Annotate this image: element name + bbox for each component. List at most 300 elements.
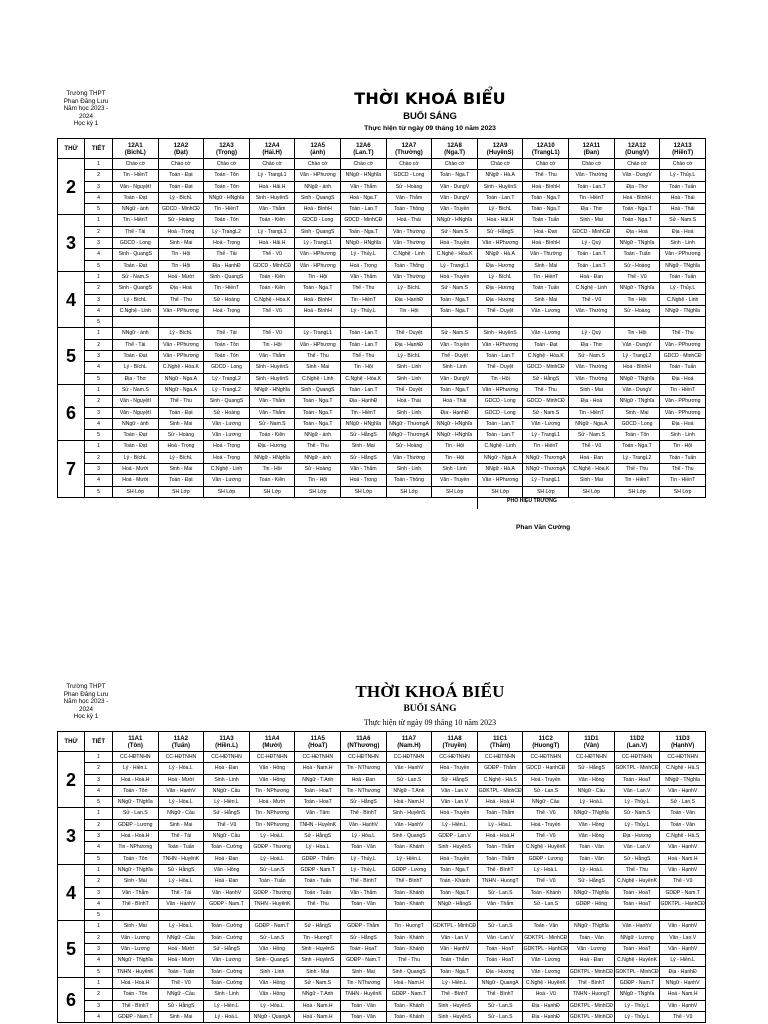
subject-cell: GDCD - Long: [477, 396, 523, 407]
subject-cell: GDCD - MinhCĐ: [660, 351, 706, 362]
subject-cell: Tin - HiềnT: [204, 283, 250, 294]
subject-cell: Hoá - BìnhH: [614, 192, 660, 203]
class-name: 11A3: [219, 734, 234, 742]
subject-cell: Lý - Thủy.L: [341, 853, 387, 864]
subject-cell: GDĐP - Lương: [113, 819, 159, 830]
period-cell: 3: [85, 774, 113, 785]
subject-cell: SH Lớp: [477, 486, 523, 497]
subject-cell: Tin - Hội: [432, 452, 478, 463]
subject-cell: TNHN - HuongT: [569, 989, 615, 1000]
subject-cell: Tin - HiềnT: [614, 475, 660, 486]
subject-cell: Chào cờ: [523, 159, 569, 170]
period-cell: 5: [85, 486, 113, 497]
subject-cell: Sử - HằngS: [295, 831, 341, 842]
class-name: 11A6: [356, 734, 371, 742]
subject-cell: Sử - Lan.S: [523, 898, 569, 909]
subject-cell: Lý - BíchL: [113, 452, 159, 463]
subject-cell: Sinh - Mai: [295, 966, 341, 977]
period-cell: 1: [85, 977, 113, 988]
header-period: TIẾT: [85, 139, 113, 159]
subject-cell: Tin - Hội: [614, 328, 660, 339]
subject-cell: Sử - Nam.S: [295, 977, 341, 988]
class-name: 11A1: [128, 734, 143, 742]
subject-cell: Toán - Khánh: [386, 1011, 432, 1022]
subject-cell: GDKTPL - MinhCĐ: [614, 966, 660, 977]
subject-cell: Sử - HằngS: [295, 921, 341, 932]
class-name: 12A13: [673, 141, 692, 149]
period-cell: 5: [85, 317, 113, 328]
subject-cell: Toán - Lan.T: [569, 260, 615, 271]
homeroom-teacher: (Hải.H): [262, 148, 282, 156]
table-row: [58, 441, 706, 452]
subject-cell: Lý - TrangL1: [249, 226, 295, 237]
subject-cell: Chào cờ: [432, 159, 478, 170]
subject-cell: GDKTPL - MinhCĐ: [432, 921, 478, 932]
subject-cell: Thể - Thu: [295, 351, 341, 362]
period-cell: 3: [85, 238, 113, 249]
subject-cell: SH Lớp: [432, 486, 478, 497]
subject-cell: Văn - Truyền: [432, 204, 478, 215]
table-row: [58, 944, 706, 955]
subject-cell: Lý - Hiền.L: [432, 977, 478, 988]
subject-cell: Chào cờ: [477, 159, 523, 170]
subject-cell: Văn - Thường: [569, 170, 615, 181]
subject-cell: Văn - HạnhV: [660, 842, 706, 853]
subject-cell: Lý - Thủy.L: [341, 864, 387, 875]
subject-cell: Tin - HiềnT: [113, 215, 159, 226]
subject-cell: GDCD - MinhCĐ: [523, 396, 569, 407]
subject-cell: Tin - Hội: [341, 362, 387, 373]
subject-cell: Lý - Hoà.L: [249, 853, 295, 864]
subject-cell: Lý - Hòa.L: [158, 921, 204, 932]
subject-cell: Văn - Hồng: [204, 864, 250, 875]
subject-cell: Hoá - Mười: [249, 797, 295, 808]
subject-cell: Tin - NThương: [341, 785, 387, 796]
subject-cell: NNgữ - ThươngA: [386, 418, 432, 429]
subject-cell: Tin - NPhương: [113, 842, 159, 853]
subject-cell: Toán - Cường: [204, 932, 250, 943]
subject-cell: Sử - Lan.S: [477, 1000, 523, 1011]
subject-cell: Toán - Nga.T: [523, 192, 569, 203]
subject-cell: Thể - Vũ: [523, 831, 569, 842]
subject-cell: Văn - HPhương: [477, 475, 523, 486]
table-row: [58, 215, 706, 226]
subject-cell: GDĐP - Lương: [523, 853, 569, 864]
subject-cell: Địa - Thơ: [569, 204, 615, 215]
subject-cell: Sử - HằngS: [477, 226, 523, 237]
subject-cell: C.Nghệ - Hòa.K: [523, 351, 569, 362]
class-header: [477, 732, 523, 752]
subject-cell: Lý - Thủy.L: [341, 305, 387, 316]
subject-cell: SH Lớp: [341, 486, 387, 497]
subject-cell: Văn - Thường: [569, 373, 615, 384]
subject-cell: Sinh - HuyênS: [432, 1000, 478, 1011]
subject-cell: Sử - HằngS: [204, 808, 250, 819]
table-row: [58, 887, 706, 898]
subject-cell: Hoá - BìnhH: [523, 181, 569, 192]
subject-cell: [204, 317, 250, 328]
subject-cell: Văn - PPhương: [660, 407, 706, 418]
subject-cell: GDĐP - Nam.T: [614, 977, 660, 988]
subject-cell: Văn - DungV: [614, 384, 660, 395]
homeroom-teacher: (Thắm): [490, 741, 511, 749]
subject-cell: C.Nghệ - Linh: [569, 283, 615, 294]
subject-cell: [295, 910, 341, 921]
subject-cell: Toán - Cường: [204, 966, 250, 977]
subject-cell: Hoá - Đan: [204, 763, 250, 774]
subject-cell: Lý - Hoà.L: [569, 797, 615, 808]
subject-cell: Thể - BìnhT: [113, 1000, 159, 1011]
subject-cell: NNgữ - HNghĩa: [432, 430, 478, 441]
subject-cell: Lý - TrangL1: [295, 328, 341, 339]
subject-cell: CC-HĐTNHN: [432, 752, 478, 763]
subject-cell: Văn - Thắm: [113, 887, 159, 898]
subject-cell: NNgữ - HNghĩa: [249, 384, 295, 395]
subject-cell: Hoá - Trọng: [204, 238, 250, 249]
subject-cell: Toán - Vân: [660, 808, 706, 819]
subject-cell: Thể - Vũ: [660, 876, 706, 887]
table-row: [58, 339, 706, 350]
subject-cell: Thể - Thu: [295, 898, 341, 909]
subject-cell: Thể - BìnhT: [386, 876, 432, 887]
subject-cell: Văn - HạnhV: [614, 921, 660, 932]
subject-cell: C.Nghệ - Linh: [386, 249, 432, 260]
table-row: [58, 898, 706, 909]
subject-cell: Sinh - Mai: [295, 362, 341, 373]
subject-cell: C.Nghệ - Hòa.K: [432, 249, 478, 260]
subject-cell: Thể - Thu: [158, 396, 204, 407]
period-cell: 5: [85, 204, 113, 215]
subject-cell: Hoá - Trọng: [158, 441, 204, 452]
subject-cell: Sử - HằngS: [341, 932, 387, 943]
subject-cell: Hoá - Truyền: [523, 819, 569, 830]
subject-cell: Toán - Tôn: [204, 215, 250, 226]
subject-cell: GDĐP - Thắm: [295, 853, 341, 864]
subject-cell: Chào cờ: [614, 159, 660, 170]
subject-cell: TNHN - HuyênK: [249, 898, 295, 909]
period-cell: 2: [85, 763, 113, 774]
table-row: [58, 317, 706, 328]
timetable-grade11-sheet: [0, 680, 768, 1024]
subject-cell: GDKTPL - MinhCĐ: [523, 932, 569, 943]
subject-cell: Sử - Hoàng: [295, 464, 341, 475]
subject-cell: Hoá - Hải.H: [249, 238, 295, 249]
subject-cell: Sinh - QuangS: [295, 192, 341, 203]
subject-cell: Toán - Tuấn: [523, 215, 569, 226]
period-cell: 2: [85, 932, 113, 943]
subject-cell: Lý - TrangL2: [614, 452, 660, 463]
homeroom-teacher: (BichL): [124, 148, 146, 156]
subject-cell: C.Nghệ - Hà.S: [477, 774, 523, 785]
subject-cell: Hoá - Hoà.H: [477, 797, 523, 808]
subject-cell: NNgữ - Cầu: [523, 797, 569, 808]
subject-cell: Thể - Vũ: [249, 305, 295, 316]
subject-cell: Sử - Nam.S: [614, 808, 660, 819]
subject-cell: Văn - Truyền: [432, 475, 478, 486]
subject-cell: Sử - Hoàng: [204, 407, 250, 418]
subject-cell: Hoá - Mười: [113, 475, 159, 486]
subject-cell: Văn - NguyệtI: [113, 396, 159, 407]
subject-cell: Sinh - Mai: [341, 966, 387, 977]
subject-cell: SH Lớp: [569, 486, 615, 497]
subject-cell: Toán - Lan.T: [569, 181, 615, 192]
subject-cell: Hoá - Mười: [158, 271, 204, 282]
subject-cell: Toán - Tuấn: [158, 842, 204, 853]
subject-cell: Văn - DungV: [614, 339, 660, 350]
subject-cell: Tin - Hội: [386, 305, 432, 316]
homeroom-teacher: (ánh): [310, 148, 326, 156]
subject-cell: Sinh - Mai: [158, 819, 204, 830]
period-cell: 3: [85, 1000, 113, 1011]
subject-cell: Văn - Lan.V: [614, 842, 660, 853]
subject-cell: Toán - Vân: [660, 819, 706, 830]
subject-cell: [432, 317, 478, 328]
class-name: 12A1: [128, 141, 143, 149]
subject-cell: Lý - TrangL1: [432, 260, 478, 271]
table-row: [58, 226, 706, 237]
subject-cell: NNgữ - ánh: [295, 452, 341, 463]
subject-cell: GDĐP - Nam.T: [660, 887, 706, 898]
subject-cell: GDKTPL - HạnhCĐ: [660, 898, 706, 909]
table-row: [58, 763, 706, 774]
subject-cell: NNgữ - HNghĩa: [249, 452, 295, 463]
table-row: [58, 475, 706, 486]
subject-cell: Toán - Khánh: [386, 944, 432, 955]
subject-cell: Văn - HạnhV: [660, 921, 706, 932]
subject-cell: NNgữ - TNghĩa: [614, 238, 660, 249]
subject-cell: CC-HĐTNHN: [204, 752, 250, 763]
subject-cell: Hoá - Đan: [341, 774, 387, 785]
subject-cell: Toán - Cường: [204, 842, 250, 853]
subject-cell: Văn - PPhương: [660, 396, 706, 407]
subject-cell: Chào cờ: [660, 159, 706, 170]
period-cell: 2: [85, 452, 113, 463]
school-line: Học kỳ 1: [73, 120, 99, 128]
subject-cell: GDĐP - Nam.T: [249, 921, 295, 932]
table-row: [58, 238, 706, 249]
subject-cell: Sinh - Mai: [158, 238, 204, 249]
subject-cell: SH Lớp: [204, 486, 250, 497]
subject-cell: NNgữ - HNghĩa: [341, 238, 387, 249]
table-row: [58, 351, 706, 362]
subject-cell: NNgữ - Hà.A: [477, 464, 523, 475]
table-row: [58, 797, 706, 808]
subject-cell: Hoá - Thái: [386, 396, 432, 407]
subject-cell: Tin - HiềnT: [660, 384, 706, 395]
subject-cell: Hoá - Hoà.H: [113, 774, 159, 785]
subject-cell: NNgữ - Nga.A: [158, 384, 204, 395]
day-cell: 3: [58, 808, 85, 864]
subject-cell: Sử - HằngS: [523, 373, 569, 384]
subject-cell: Toán - Tuấn: [523, 283, 569, 294]
table-row: [58, 418, 706, 429]
subject-cell: Sử - Hoàng: [614, 260, 660, 271]
subject-cell: [523, 317, 569, 328]
subject-cell: Hoá - Hoà.H: [113, 831, 159, 842]
subject-cell: Thể - Duyệt: [386, 328, 432, 339]
subject-cell: Địa - Hương: [477, 294, 523, 305]
subject-cell: Thể - BìnhT: [477, 864, 523, 875]
class-header: [341, 139, 387, 159]
subject-cell: Lý - Hòa.L: [158, 876, 204, 887]
subject-cell: Hoá - Truyền: [432, 238, 478, 249]
subject-cell: Văn - HạnhV: [432, 944, 478, 955]
period-cell: 2: [85, 170, 113, 181]
subject-cell: Lý - BíchL: [477, 271, 523, 282]
subject-cell: Chào cờ: [249, 159, 295, 170]
subject-cell: Văn - Thắm: [341, 464, 387, 475]
subject-cell: Sử - HằngS: [569, 763, 615, 774]
subject-cell: Toán - Tuấn: [295, 887, 341, 898]
subject-cell: Sử - HằngS: [341, 797, 387, 808]
subject-cell: Tin - Hội: [158, 260, 204, 271]
subject-cell: Lý - Hòa.L: [158, 797, 204, 808]
subject-cell: Sinh - Mai: [113, 921, 159, 932]
school-line: Trường THPT: [66, 90, 106, 97]
subject-cell: GDĐP - Thắm: [477, 763, 523, 774]
subject-cell: Địa - HạnhĐ: [386, 339, 432, 350]
subject-cell: NNgữ - QuangA: [477, 977, 523, 988]
subject-cell: Hoá - Thái: [432, 396, 478, 407]
subject-cell: Văn - HPhương: [295, 249, 341, 260]
subject-cell: Thể - BìnhT: [477, 989, 523, 1000]
period-cell: 4: [85, 955, 113, 966]
subject-cell: GDĐP - Lương: [386, 864, 432, 875]
subject-cell: Hoá - Trọng: [204, 305, 250, 316]
subject-cell: Sinh - Mai: [158, 418, 204, 429]
subject-cell: GDKTPL - MinhCĐ: [614, 763, 660, 774]
subject-cell: Sử - HằngS: [432, 774, 478, 785]
subject-cell: Sinh - Linh: [432, 362, 478, 373]
subject-cell: Toán - Khánh: [386, 932, 432, 943]
subject-cell: Thể - Thu: [341, 351, 387, 362]
table-row: [58, 430, 706, 441]
subject-cell: CC-HĐTNHN: [113, 752, 159, 763]
table-header-row: [58, 139, 706, 159]
subject-cell: Lý - Thủy.L: [614, 797, 660, 808]
day-cell: 4: [58, 864, 85, 920]
subject-cell: Văn - Thắm: [249, 407, 295, 418]
subject-cell: NNgữ - TNghĩa: [569, 921, 615, 932]
subject-cell: Chào cờ: [386, 159, 432, 170]
header-period: TIẾT: [85, 732, 113, 752]
subject-cell: GDCD - Long: [386, 170, 432, 181]
subject-cell: Lý - Hiền.L: [660, 955, 706, 966]
subject-cell: Thể - BìnhT: [432, 989, 478, 1000]
subject-cell: NNgữ - ánh: [295, 181, 341, 192]
class-header: [158, 732, 204, 752]
subject-cell: SH Lớp: [523, 486, 569, 497]
subject-cell: Toán - Đạt: [113, 351, 159, 362]
subject-cell: Sử - HằngS: [158, 864, 204, 875]
subject-cell: Toán - Khánh: [386, 842, 432, 853]
period-cell: 2: [85, 339, 113, 350]
subject-cell: Hoá - Mười: [113, 464, 159, 475]
subject-cell: Toán - Nga.T: [432, 294, 478, 305]
subject-cell: Văn - HạnhV: [204, 887, 250, 898]
subject-cell: Sinh - QuangS: [113, 283, 159, 294]
subject-cell: [569, 317, 615, 328]
subject-cell: NNgữ - ánh: [113, 328, 159, 339]
subject-cell: Thể - Vũ: [158, 977, 204, 988]
subject-cell: Toán - Tôn: [113, 785, 159, 796]
subject-cell: Toán - HoaT: [295, 785, 341, 796]
subject-cell: GDCD - MinhCĐ: [249, 260, 295, 271]
subject-cell: [386, 317, 432, 328]
subject-cell: Sinh - Linh: [432, 464, 478, 475]
class-header: [477, 139, 523, 159]
subject-cell: Toán - Tôn: [204, 181, 250, 192]
table-row: [58, 181, 706, 192]
subject-cell: NNgữ - Hà.A: [477, 170, 523, 181]
subject-cell: Lý - BíchL: [113, 294, 159, 305]
class-header: [523, 139, 569, 159]
subject-cell: [569, 910, 615, 921]
subject-cell: Thể - Vũ: [204, 819, 250, 830]
period-cell: 1: [85, 752, 113, 763]
table-row: [58, 774, 706, 785]
day-cell: 6: [58, 977, 85, 1022]
subject-cell: Lý - Thủy.L: [341, 249, 387, 260]
school-line: Trường THPT: [66, 683, 106, 690]
table-row: [58, 785, 706, 796]
period-cell: 3: [85, 887, 113, 898]
class-header: [204, 732, 250, 752]
subject-cell: CC-HĐTNHN: [158, 752, 204, 763]
subject-cell: Văn - Thường: [569, 362, 615, 373]
subject-cell: C.Nghệ - HuyênK: [523, 977, 569, 988]
subject-cell: TNHN - HuyênK: [295, 819, 341, 830]
period-cell: 5: [85, 373, 113, 384]
subject-cell: Văn - Lương: [204, 955, 250, 966]
subject-cell: Sinh - Mai: [569, 384, 615, 395]
subject-cell: NNgữ - T.Anh: [295, 989, 341, 1000]
subject-cell: Văn - Thường: [569, 305, 615, 316]
subject-cell: NNgữ - Cầu: [158, 932, 204, 943]
period-cell: 2: [85, 226, 113, 237]
subject-cell: Hoá - Thái: [386, 215, 432, 226]
subject-cell: Toán - Lan.T: [477, 418, 523, 429]
period-cell: 4: [85, 305, 113, 316]
subject-cell: Lý - Hiền.L: [204, 797, 250, 808]
subject-cell: Toán - Nga.T: [341, 226, 387, 237]
subject-cell: Lý - Hòa.L: [295, 842, 341, 853]
subject-cell: Toán - Lan.T: [341, 204, 387, 215]
subject-cell: [660, 317, 706, 328]
subject-cell: Văn - NguyệtI: [113, 181, 159, 192]
subject-cell: Văn - HPhương: [477, 339, 523, 350]
class-name: 11A8: [447, 734, 462, 742]
subject-cell: CC-HĐTNHN: [477, 752, 523, 763]
subject-cell: Tin - Hội: [477, 373, 523, 384]
subject-cell: Văn - Lan.V: [432, 932, 478, 943]
subject-cell: Thể - Tài: [204, 249, 250, 260]
period-cell: 1: [85, 808, 113, 819]
subject-cell: [477, 317, 523, 328]
homeroom-teacher: (Nga.T): [444, 148, 466, 156]
subject-cell: Tin - Hội: [295, 271, 341, 282]
subject-cell: NNgữ - QuangA: [249, 1011, 295, 1022]
subject-cell: Văn - Hồng: [249, 774, 295, 785]
subject-cell: Lý - TrangL2: [204, 373, 250, 384]
class-header: [432, 139, 478, 159]
subject-cell: NNgữ - Cầu: [204, 785, 250, 796]
class-name: 12A8: [447, 141, 462, 149]
homeroom-teacher: (Thường): [395, 148, 423, 156]
subject-cell: Địa - HạnhĐ: [523, 1000, 569, 1011]
timetable-grade12: [57, 138, 706, 498]
subject-cell: CC-HĐTNHN: [660, 752, 706, 763]
